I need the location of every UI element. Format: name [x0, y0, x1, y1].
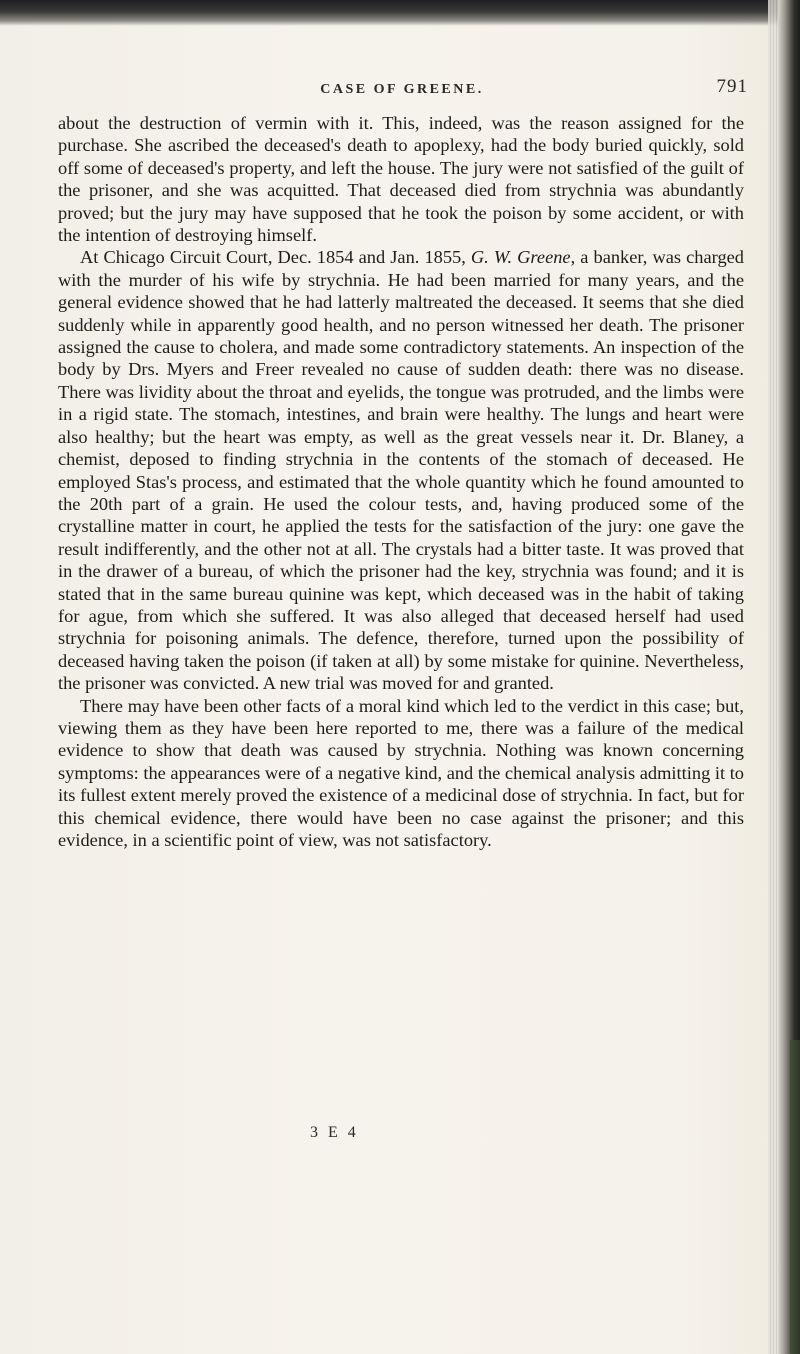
defendant-name: G. W. Greene: [470, 247, 571, 268]
cover-edge: [790, 1040, 800, 1354]
running-head: CASE OF GREENE.: [320, 82, 484, 97]
page-edge-lines: [768, 0, 778, 1354]
signature-mark: 3 E 4: [310, 1124, 359, 1141]
paragraph-3: There may have been other facts of a moral kind which led to the verdict in this case; but, viewing them as they have been here reported to me, there was a failure of the medical evidence to show that death was caused by strychnia. Nothing was known concerning symptoms: the appearances were of a negative kind, and the chemical analysis admitting it to its fullest extent merely proved the existence of a medicinal dose of strychnia. In fact, but for this chemical evidence, there would have been no case against the prisoner; and this evidence, in a scientific point of view, was not satisfactory.: [58, 695, 744, 850]
paragraph-2-text: , a banker, was charged with the murder of his wife by strychnia. He had been married for many years, and the general evidence showed that he had latterly maltreated the deceased. It seems that she died suddenly while in apparently good health, and no person witnessed her death. The prisoner assigned the cause to cholera, and made some contradictory statements. An inspection of the body by Drs. Myers and Freer revealed no cause of sudden death: there was no disease. There was lividity about the throat and eyelids, the tongue was protruded, and the limbs were in a rigid state. The stomach, intestines, and brain were healthy. The lungs and heart were also healthy; but the heart was empty, as well as the great vessels near it. Dr. Blaney, a chemist, deposed to finding strychnia in the contents of the stomach of deceased. He employed Stas's process, and estimated that the whole quantity which he found amounted to the 20th part of a grain. He used the colour tests, and, having produced some of the crystalline matter in court, he applied the tests for the satisfaction of the jury: one gave the result indifferently, and the other not at all. The crystals had a bitter taste. It was proved that in the drawer of a bureau, of which the prisoner had the key, strychnia was found; and it is stated that in the same bureau quinine was kept, which deceased was in the habit of taking for ague, from which she suffered. It was also alleged that deceased herself had used strychnia for poisoning animals. The defence, therefore, turned upon the possibility of deceased having taken the poison (if taken at all) by some mistake for quinine. Nevertheless, the prisoner was convicted. A new trial was moved for and granted.: [58, 247, 744, 694]
page-number: 791: [716, 76, 748, 97]
scan-top-edge: [0, 0, 800, 26]
paragraph-2-lead: At Chicago Circuit Court, Dec. 1854 and Jan. 1855,: [80, 247, 471, 268]
page-header: [56, 76, 748, 106]
paragraph-2: [58, 246, 744, 694]
paragraph-1: about the destruction of vermin with it. This, indeed, was the reason assigned for the purchase. She ascribed the deceased's death to apoplexy, had the body buried quickly, sold off some of deceased's property, and left the house. The jury were not satisfied of the guilt of the prisoner, and she was acquitted. That deceased died from strychnia was abundantly proved; but the jury may have supposed that he took the poison by some accident, or with the intention of destroying himself.: [58, 113, 744, 246]
body-text: [58, 112, 744, 851]
